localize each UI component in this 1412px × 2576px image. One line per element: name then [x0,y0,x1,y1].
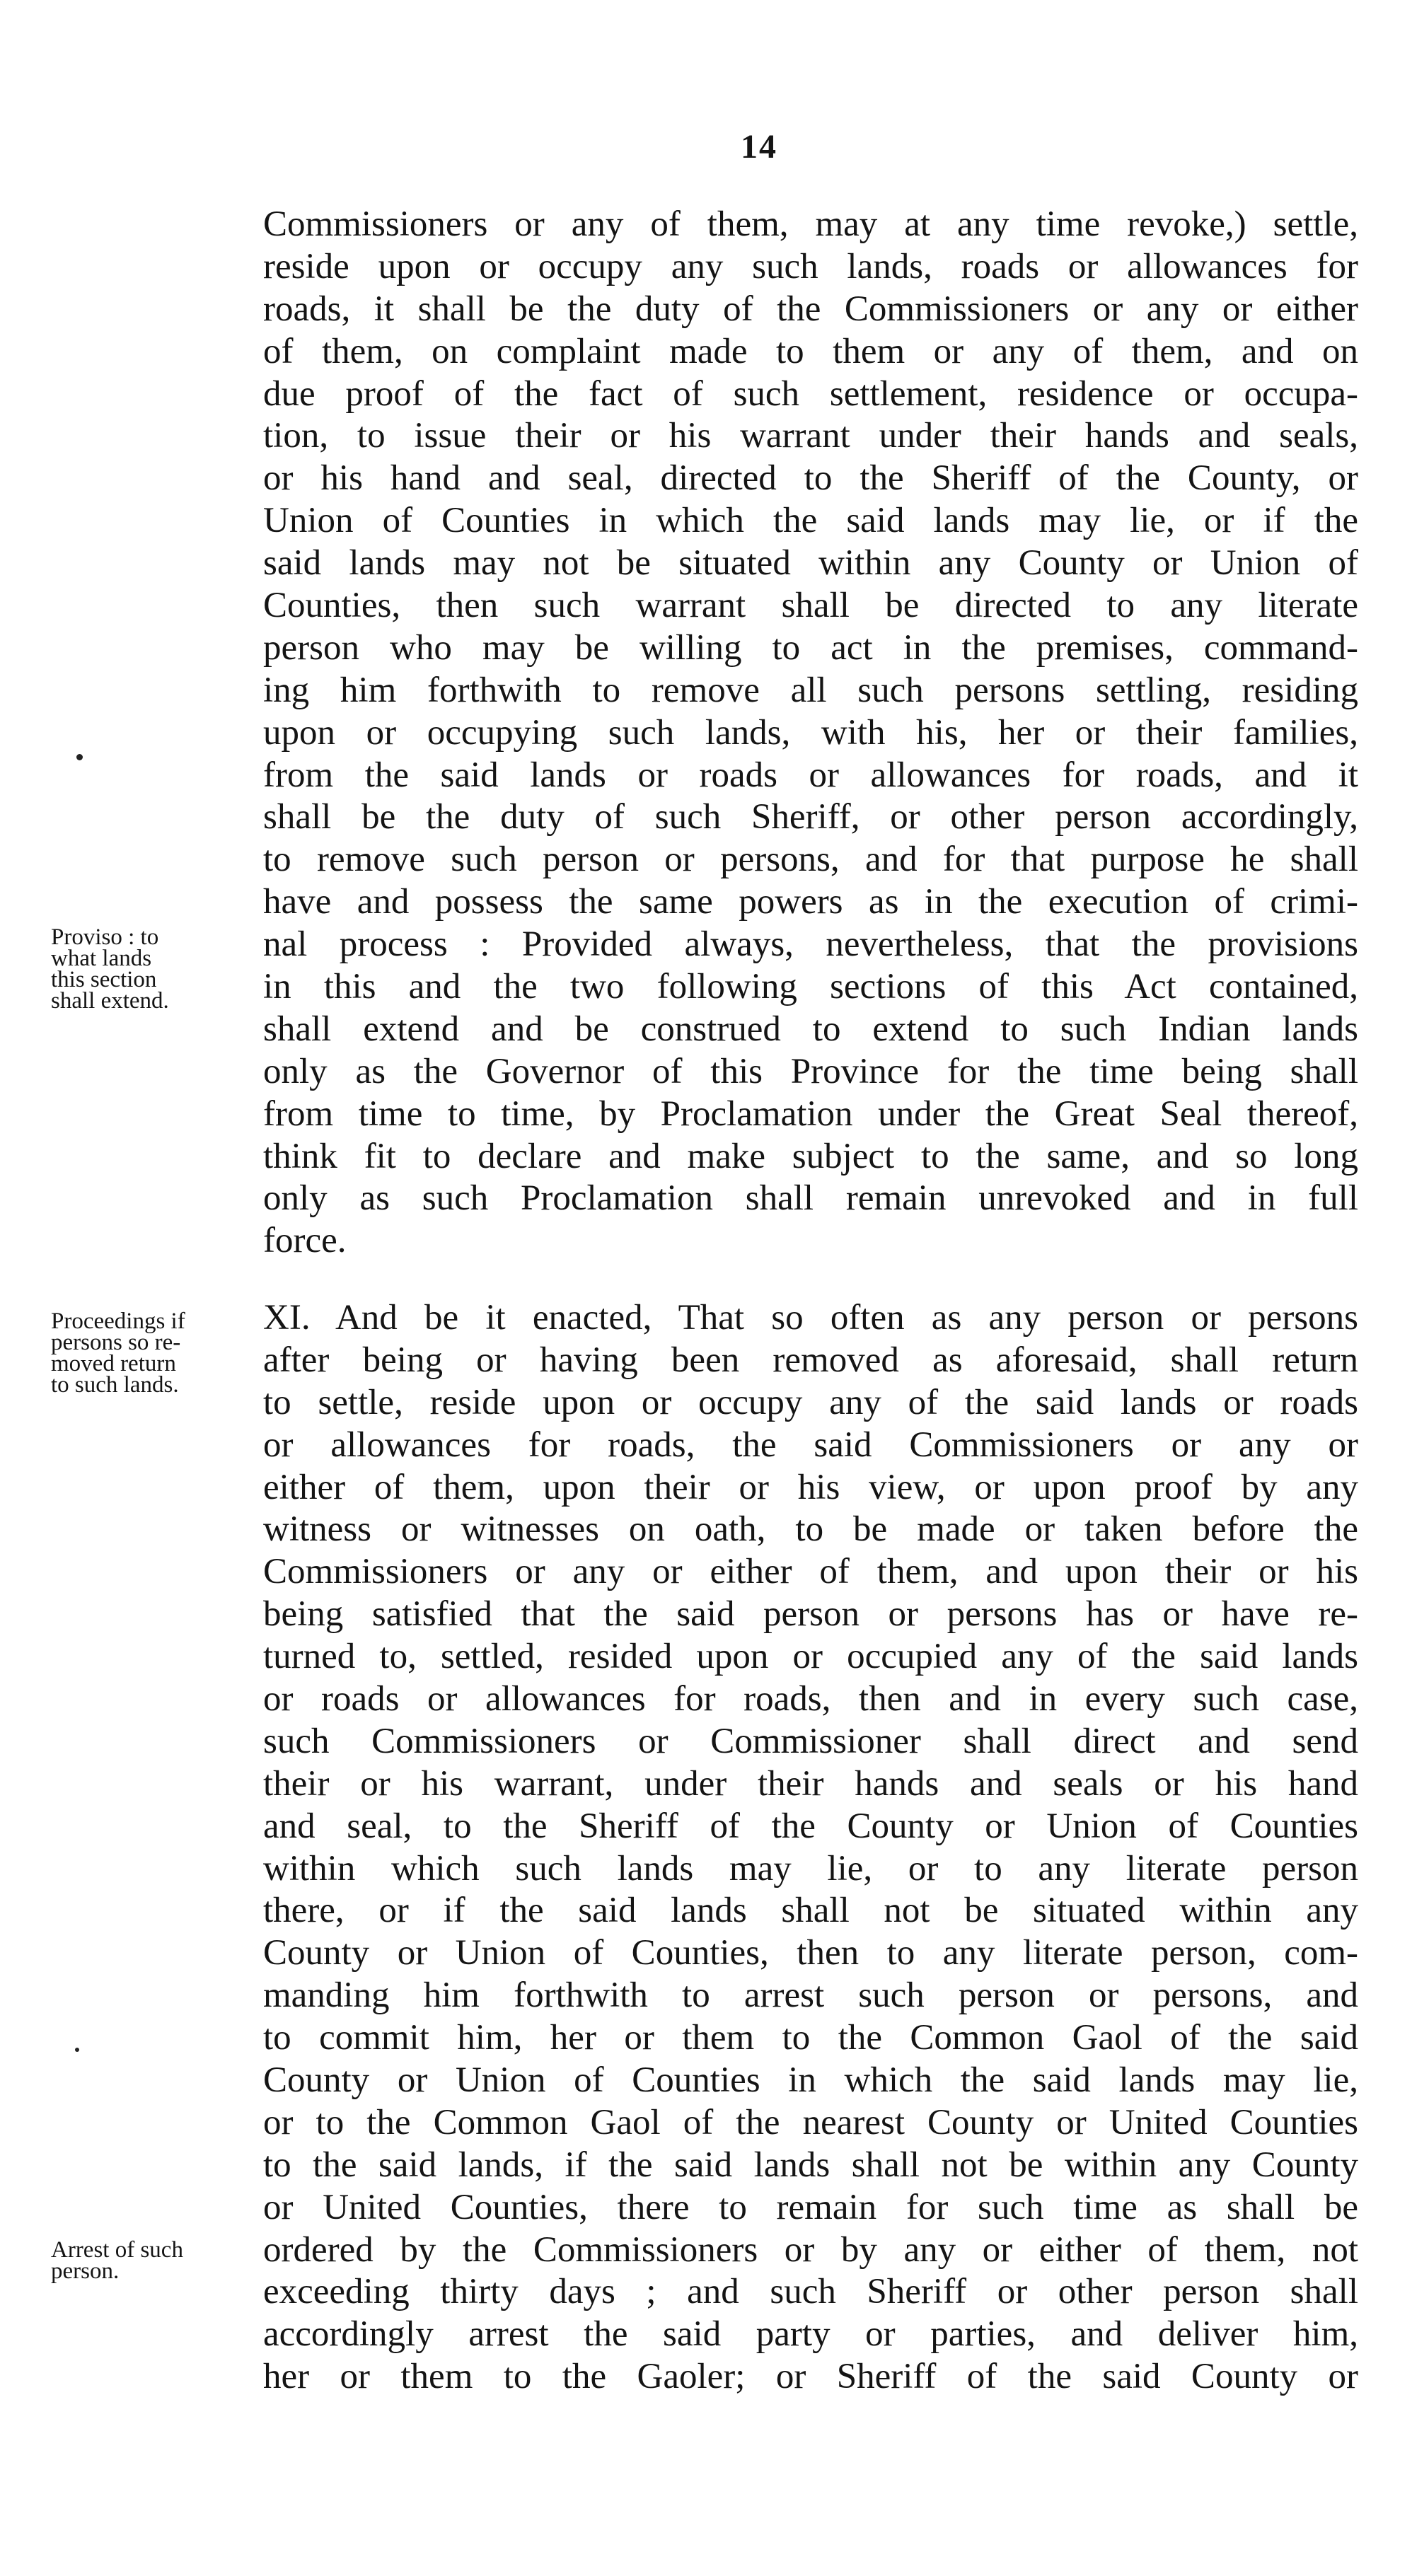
text-line: there, or if the said lands shall not be situated within any [263,1891,1358,1931]
text-line: force. [263,1221,347,1261]
margin-note-arrest [51,2239,256,2282]
text-line: said lands may not be situated within any County or Union of [263,543,1358,584]
text-line: think fit to declare and make subject to the same, and so long [263,1136,1358,1176]
text-line: or roads or allowances for roads, then and in every such case, [263,1679,1358,1719]
text-line: their or his warrant, under their hands and seals or his hand [263,1763,1358,1804]
margin-note-proviso [51,924,256,1014]
text-line: have and possess the same powers as in the execution of crimi- [263,882,1358,922]
text-line: exceeding thirty days ; and such Sheriff or other person shall [263,2272,1358,2312]
text-line: after being or having been removed as aforesaid, shall return [263,1340,1358,1380]
text-line: within which such lands may lie, or to any literate person [263,1848,1358,1889]
text-line: and seal, to the Sheriff of the County or Union of Counties [263,1806,1358,1846]
text-line: such Commissioners or Commissioner shall direct and send [263,1721,1358,1761]
text-line: reside upon or occupy any such lands, roads or allowances for [263,246,1358,286]
text-line: Counties, then such warrant shall be directed to any literate [263,586,1358,626]
text-line: person who may be willing to act in the premises, command- [263,627,1358,668]
margin-note-line: what lands [51,946,152,971]
margin-note-line: shall extend. [51,988,169,1014]
margin-note-line: persons so re- [51,1330,181,1355]
text-line: shall extend and be construed to extend to such Indian lands [263,1009,1358,1049]
text-line: tion, to issue their or his warrant under their hands and seals, [263,416,1358,456]
margin-note-proceedings [51,1311,256,1396]
section-xi-paragraph [263,1297,1358,2398]
text-line: to settle, reside upon or occupy any of the said lands or roads [263,1382,1358,1422]
text-line: Commissioners or any of them, may at any time revoke,) settle, [263,204,1358,244]
text-line: to commit him, her or them to the Common Gaol of the said [263,2018,1358,2058]
text-line: upon or occupying such lands, with his, her or their families, [263,712,1358,753]
text-line: in this and the two following sections of this Act contained, [263,967,1358,1007]
text-line: to remove such person or persons, and for that purpose he shall [263,840,1358,880]
text-line: witness or witnesses on oath, to be made or taken before the [263,1509,1358,1550]
text-line: to the said lands, if the said lands shall not be within any County [263,2145,1358,2185]
text-line: or United Counties, there to remain for such time as shall be [263,2187,1358,2227]
text-line: being satisfied that the said person or persons has or have re- [263,1594,1358,1635]
text-line: ing him forthwith to remove all such persons settling, residing [263,670,1358,710]
page-number: 14 [741,128,777,166]
text-line: turned to, settled, resided upon or occupied any of the said lands [263,1637,1358,1677]
text-line: from time to time, by Proclamation under the Great Seal thereof, [263,1093,1358,1134]
text-line: XI. And be it enacted, That so often as any person or persons [263,1298,1358,1338]
text-line: or his hand and seal, directed to the Sheriff of the County, or [263,458,1358,499]
text-line: County or Union of Counties, then to any literate person, com- [263,1933,1358,1973]
margin-note-line: this section [51,967,157,992]
text-line: nal process : Provided always, nevertheless, that the provisions [263,924,1358,965]
section-continuation-paragraph [263,204,1358,1263]
bullet-mark-icon [76,754,83,760]
text-line: from the said lands or roads or allowances for roads, and it [263,755,1358,795]
text-line: or allowances for roads, the said Commissioners or any or [263,1425,1358,1465]
text-line: only as the Governor of this Province for the time being shall [263,1051,1358,1091]
margin-note-line: person. [51,2258,120,2284]
text-line: County or Union of Counties in which the said lands may lie, [263,2060,1358,2101]
text-line: only as such Proclamation shall remain unrevoked and in full [263,1178,1358,1219]
text-line: either of them, upon their or his view, or upon proof by any [263,1467,1358,1507]
text-line: of them, on complaint made to them or any of them, and on [263,331,1358,371]
margin-note-line: to such lands. [51,1372,179,1398]
margin-note-line: Proviso : to [51,924,159,950]
text-line: shall be the duty of such Sheriff, or other person accordingly, [263,797,1358,837]
margin-note-line: Proceedings if [51,1309,185,1334]
text-line: Commissioners or any or either of them, and upon their or his [263,1552,1358,1592]
text-line: roads, it shall be the duty of the Commissioners or any or either [263,289,1358,329]
text-line: manding him forthwith to arrest such person or persons, and [263,1975,1358,2016]
margin-note-line: moved return [51,1351,176,1376]
bullet-mark-icon [75,2048,79,2052]
text-line: ordered by the Commissioners or by any or either of them, not [263,2229,1358,2270]
text-line: due proof of the fact of such settlement, residence or occupa- [263,373,1358,414]
text-line: her or them to the Gaoler; or Sheriff of the said County or [263,2357,1358,2397]
text-line: accordingly arrest the said party or parties, and deliver him, [263,2314,1358,2355]
text-line: or to the Common Gaol of the nearest County or United Counties [263,2102,1358,2142]
margin-note-line: Arrest of such [51,2237,183,2263]
text-line: Union of Counties in which the said lands may lie, or if the [263,501,1358,541]
